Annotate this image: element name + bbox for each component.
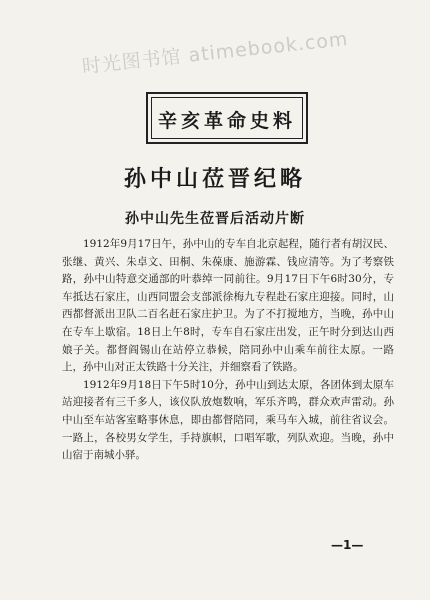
article-subtitle: 孙中山先生莅晋后活动片断 <box>125 211 305 227</box>
series-title: 辛亥革命史料 <box>157 110 296 132</box>
paragraph: 1912年9月18日下午5时10分，孙中山到达太原，各团体到太原车站迎接者有三千多人，该仪队放炮数响，军乐齐鸣，群众欢声雷动。孙中山至车站客室略事休息，即由都督陪同，乘马车入城，前往省议会。一路上，各校男女学生，手持旗帜，口唱军歌，列队欢迎。当晚，孙中山宿于南城小驿。 <box>62 378 394 462</box>
series-title-box <box>146 92 308 144</box>
article-title: 孙中山莅晋纪略 <box>123 167 306 192</box>
article-body <box>62 236 394 465</box>
page-number: —1— <box>331 538 364 552</box>
watermark: 时光图书馆 atimebook.com <box>80 28 350 78</box>
paragraph: 1912年9月17日午，孙中山的专车自北京起程，随行者有胡汉民、张继、黄兴、朱卓文、田桐、朱葆康、施游霖、钱应清等。为了考察铁路，孙中山特意交通部的叶恭绰一同前往。9月17日下午6时30分，专车抵达石家庄，山西同盟会支部派徐梅九专程赴石家庄迎接。同时，山西都督派出卫队二百名赶石家庄护卫。为了不打搅地方，当晚，孙中山在专车上歇宿。18日上午8时，专车自石家庄出发，正午时分到达山西娘子关。都督阎锡山在站停立恭候，陪同孙中山乘车前往太原。一路上，孙中山对正太铁路十分关注，并细察看了铁路。 <box>62 238 394 374</box>
